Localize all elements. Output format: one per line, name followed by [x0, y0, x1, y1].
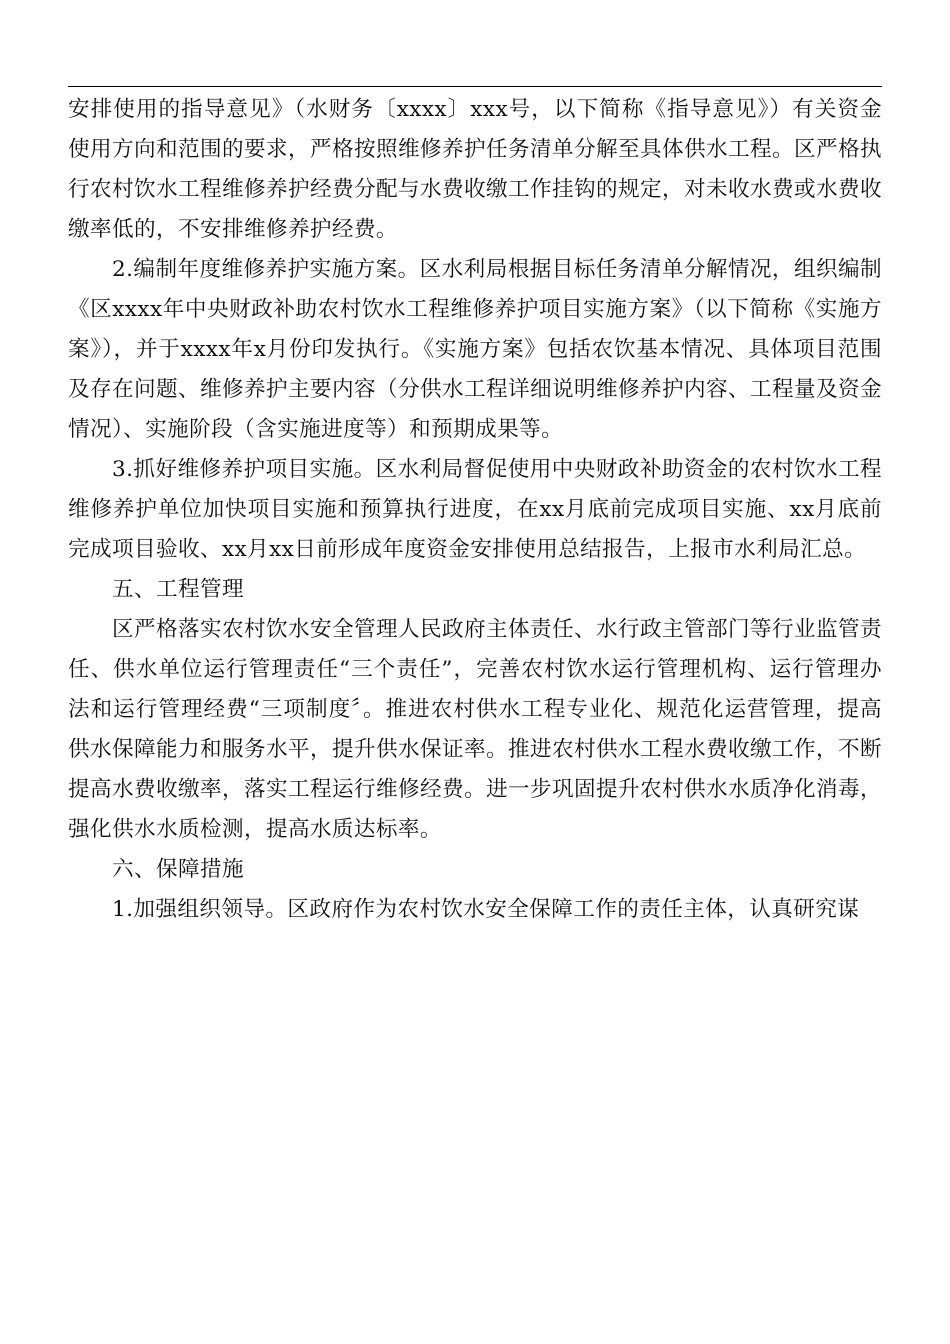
section-heading-5: 五、工程管理	[112, 577, 244, 602]
paragraph-section-5-body: 区严格落实农村饮水安全管理人民政府主体责任、水行政主管部门等行业监管责任、供水单位运行管理责任“三个责任”，完善农村饮水运行管理机构、运行管理办法和运行管理经费“三项制度〞。推进农村供水工程专业化、规范化运营管理，提高供水保障能力和服务水平，提升供水保证率。推进农村供水工程水费收缴工作，不断提高水费收缴率，落实工程运行维修经费。进一步巩固提升农村供水水质净化消毒，强化供水水质检测，提高水质达标率。	[68, 617, 882, 842]
document-body	[68, 90, 882, 930]
header-rule	[68, 86, 882, 87]
section-heading-6: 六、保障措施	[112, 857, 244, 882]
paragraph-item-2: 2.编制年度维修养护实施方案。区水利局根据目标任务清单分解情况，组织编制《区xxxx年中央财政补助农村饮水工程维修养护项目实施方案》（以下简称《实施方案》），并于xxxx年x月份印发执行。《实施方案》包括农饮基本情况、具体项目范围及存在问题、维修养护主要内容（分供水工程详细说明维修养护内容、工程量及资金情况）、实施阶段（含实施进度等）和预期成果等。	[68, 257, 882, 442]
paragraph-item-6-1: 1.加强组织领导。区政府作为农村饮水安全保障工作的责任主体，认真研究谋	[112, 897, 860, 922]
paragraph-continuation: 安排使用的指导意见》（水财务〔xxxx〕xxx号，以下简称《指导意见》）有关资金使用方向和范围的要求，严格按照维修养护任务清单分解至具体供水工程。区严格执行农村饮水工程维修养护经费分配与水费收缴工作挂钩的规定，对未收水费或水费收缴率低的，不安排维修养护经费。	[68, 97, 882, 242]
paragraph-item-3: 3.抓好维修养护项目实施。区水利局督促使用中央财政补助资金的农村饮水工程维修养护单位加快项目实施和预算执行进度，在xx月底前完成项目实施、xx月底前完成项目验收、xx月xx日前形成年度资金安排使用总结报告，上报市水利局汇总。	[68, 457, 882, 562]
